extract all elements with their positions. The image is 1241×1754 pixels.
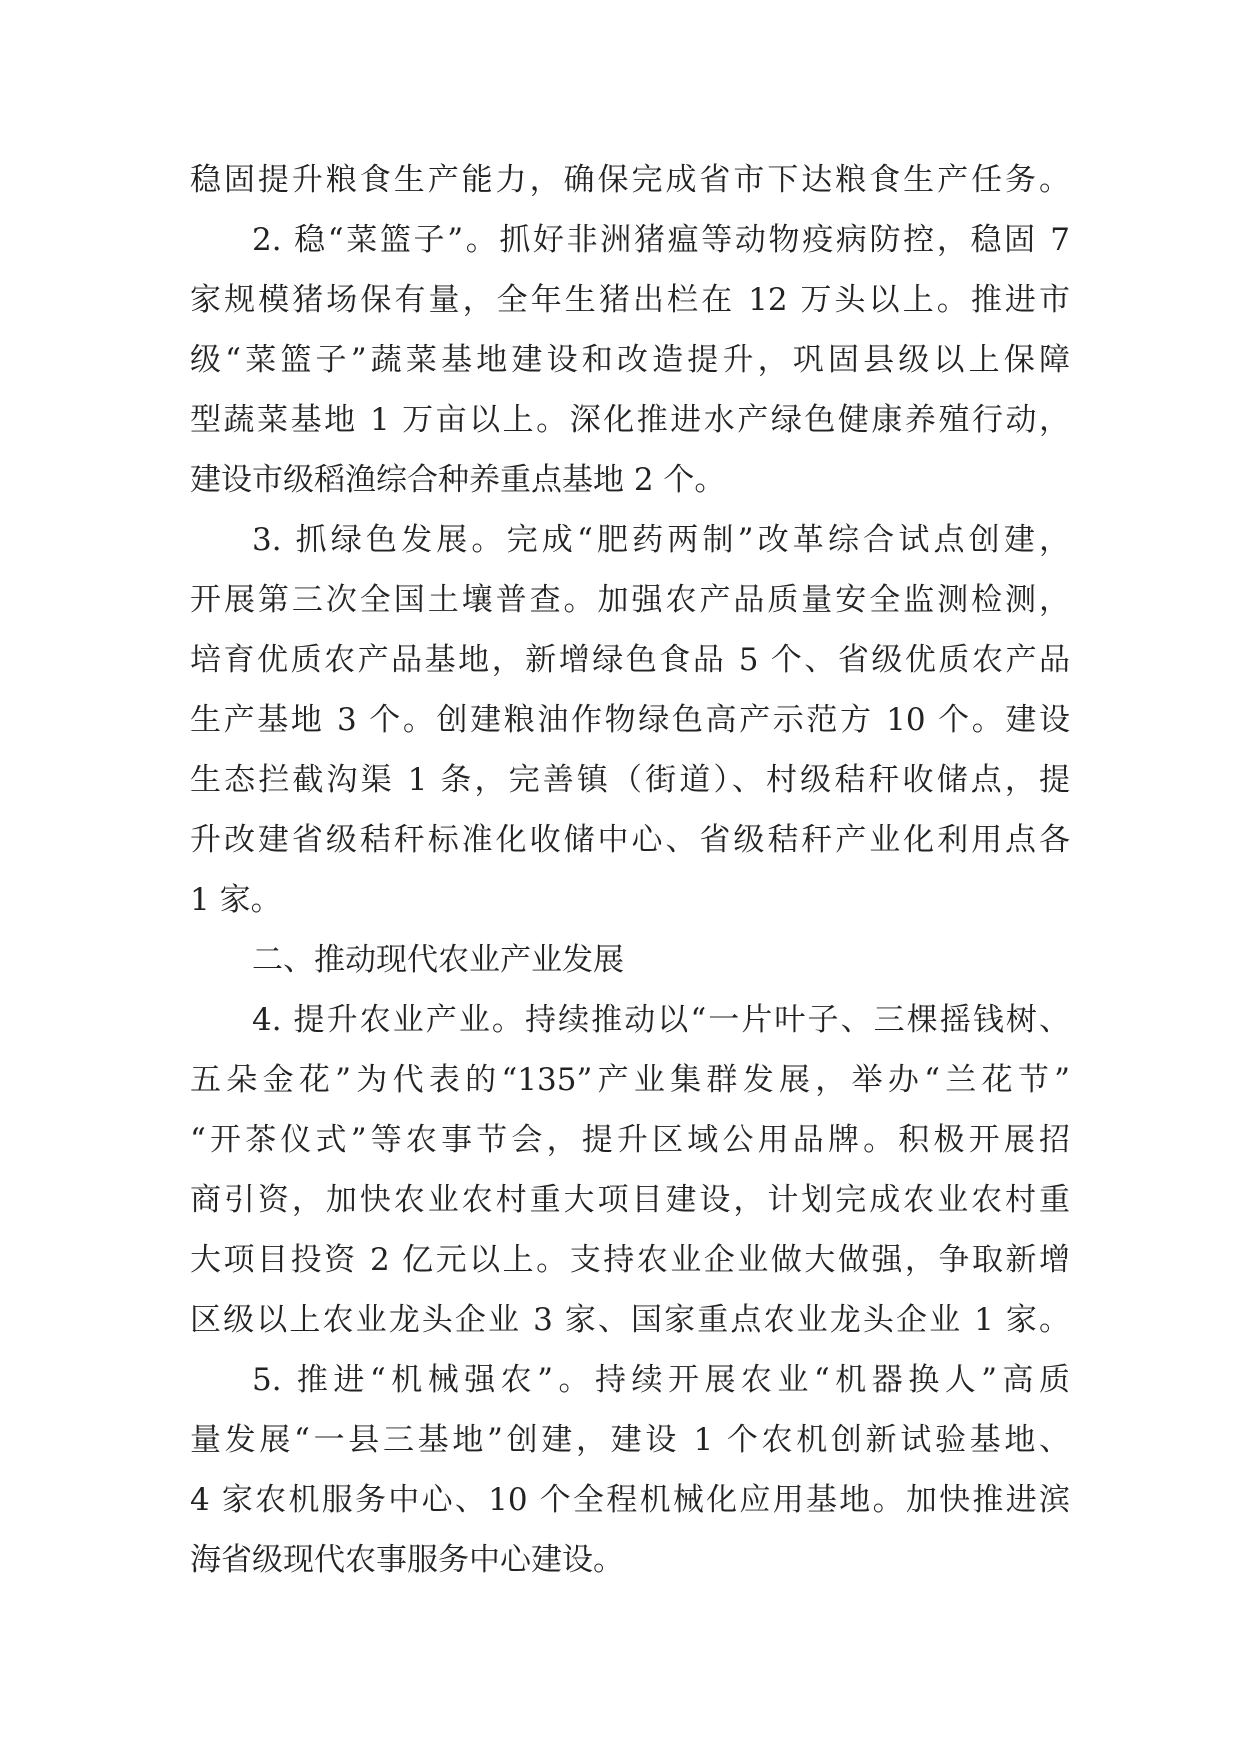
text-line: 4. 提升农业产业。持续推动以“一片叶子、三棵摇钱树、 — [252, 1002, 1070, 1038]
text-line: 开展第三次全国土壤普查。加强农产品质量安全监测检测， — [190, 582, 1070, 618]
text-line: 海省级现代农事服务中心建设。 — [190, 1542, 624, 1578]
text-line: “开茶仪式”等农事节会，提升区域公用品牌。积极开展招 — [190, 1122, 1070, 1158]
text-line: 商引资，加快农业农村重大项目建设，计划完成农业农村重 — [190, 1182, 1070, 1218]
text-line: 型蔬菜基地 1 万亩以上。深化推进水产绿色健康养殖行动， — [190, 402, 1070, 438]
text-line: 生产基地 3 个。创建粮油作物绿色高产示范方 10 个。建设 — [190, 702, 1070, 738]
text-line: 稳固提升粮食生产能力，确保完成省市下达粮食生产任务。 — [190, 162, 1070, 198]
text-line: 建设市级稻渔综合种养重点基地 2 个。 — [190, 462, 726, 498]
text-line: 2. 稳“菜篮子”。抓好非洲猪瘟等动物疫病防控，稳固 7 — [252, 222, 1070, 258]
text-line: 3. 抓绿色发展。完成“肥药两制”改革综合试点创建， — [252, 522, 1070, 558]
text-line: 培育优质农产品基地，新增绿色食品 5 个、省级优质农产品 — [190, 642, 1070, 678]
section-heading: 二、推动现代农业产业发展 — [252, 942, 624, 978]
text-line: 区级以上农业龙头企业 3 家、国家重点农业龙头企业 1 家。 — [190, 1302, 1070, 1338]
text-line: 级“菜篮子”蔬菜基地建设和改造提升，巩固县级以上保障 — [190, 342, 1070, 378]
text-line: 升改建省级秸秆标准化收储中心、省级秸秆产业化利用点各 — [190, 822, 1070, 858]
text-line: 5. 推进“机械强农”。持续开展农业“机器换人”高质 — [252, 1362, 1070, 1398]
text-line: 量发展“一县三基地”创建，建设 1 个农机创新试验基地、 — [190, 1422, 1070, 1458]
text-line: 大项目投资 2 亿元以上。支持农业企业做大做强，争取新增 — [190, 1242, 1070, 1278]
text-line: 五朵金花”为代表的“135”产业集群发展，举办“兰花节” — [190, 1062, 1070, 1098]
text-line: 1 家。 — [190, 882, 282, 918]
text-line: 生态拦截沟渠 1 条，完善镇（街道）、村级秸秆收储点，提 — [190, 762, 1070, 798]
text-line: 4 家农机服务中心、10 个全程机械化应用基地。加快推进滨 — [190, 1482, 1070, 1518]
text-line: 家规模猪场保有量，全年生猪出栏在 12 万头以上。推进市 — [190, 282, 1070, 318]
body-text — [190, 150, 1070, 1590]
